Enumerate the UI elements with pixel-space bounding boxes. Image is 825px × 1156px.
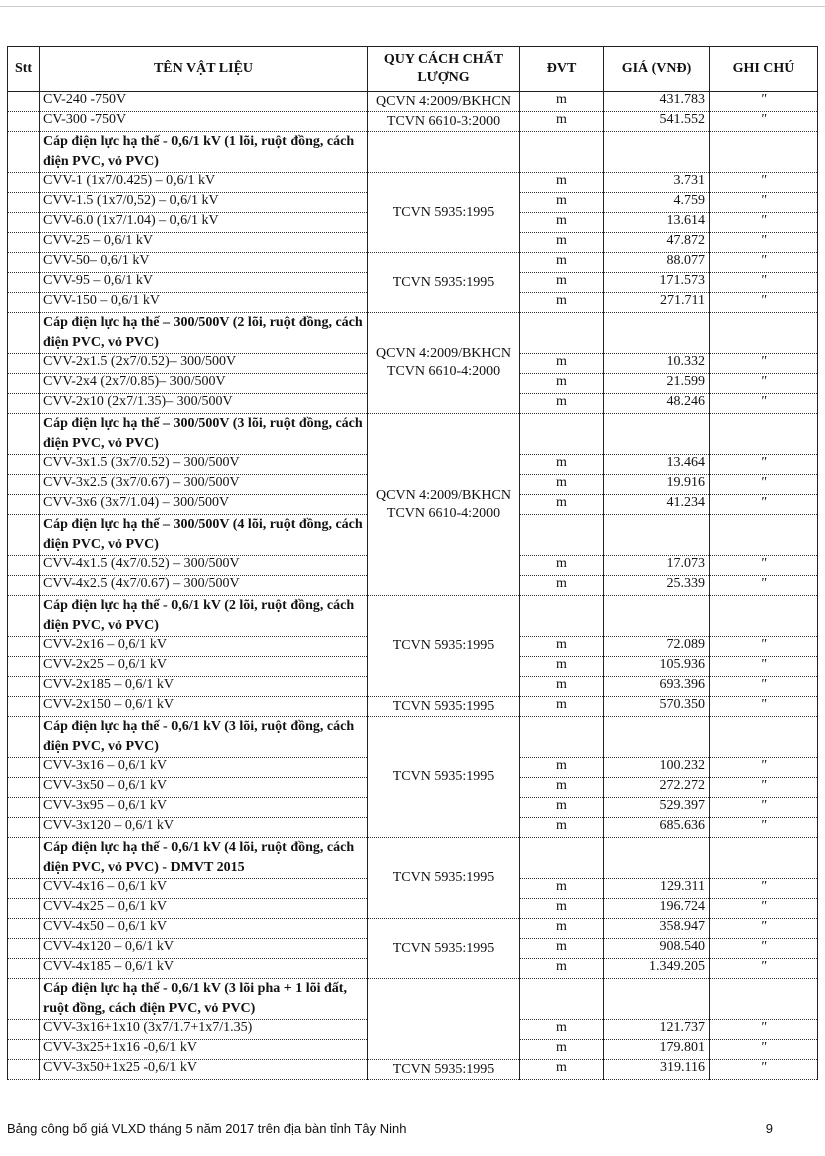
note-cell: ": [710, 637, 818, 657]
unit-cell: m: [520, 173, 604, 193]
price-cell: 17.073: [604, 556, 710, 576]
stt-cell: [8, 1060, 40, 1080]
spec-cell: QCVN 4:2009/BKHCN TCVN 6610-4:2000: [368, 313, 520, 414]
header-name: TÊN VẬT LIỆU: [40, 47, 368, 92]
note-cell: ": [710, 495, 818, 515]
material-name: CVV-2x1.5 (2x7/0.52)– 300/500V: [40, 354, 368, 374]
price-cell: 271.711: [604, 293, 710, 313]
table-row: [8, 173, 818, 193]
unit-cell: m: [520, 556, 604, 576]
unit-cell: [520, 838, 604, 879]
material-name: CVV-3x120 – 0,6/1 kV: [40, 818, 368, 838]
table-row: [8, 253, 818, 273]
stt-cell: [8, 354, 40, 374]
stt-cell: [8, 596, 40, 637]
unit-cell: [520, 313, 604, 354]
stt-cell: [8, 233, 40, 253]
note-cell: ": [710, 697, 818, 717]
spec-cell: TCVN 5935:1995: [368, 596, 520, 697]
stt-cell: [8, 515, 40, 556]
note-cell: ": [710, 193, 818, 213]
header-stt: Stt: [8, 47, 40, 92]
table-row: [8, 919, 818, 939]
stt-cell: [8, 717, 40, 758]
header-spec: QUY CÁCH CHẤT LƯỢNG: [368, 47, 520, 92]
table-row: [8, 112, 818, 132]
price-cell: 48.246: [604, 394, 710, 414]
material-name: CVV-3x1.5 (3x7/0.52) – 300/500V: [40, 455, 368, 475]
stt-cell: [8, 798, 40, 818]
material-name: CVV-1 (1x7/0.425) – 0,6/1 kV: [40, 173, 368, 193]
material-name: CVV-50– 0,6/1 kV: [40, 253, 368, 273]
material-name: Cáp điện lực hạ thế - 0,6/1 kV (3 lõi, ruột đồng, cách điện PVC, vỏ PVC): [40, 717, 368, 758]
note-cell: [710, 596, 818, 637]
page-number: 9: [765, 1121, 773, 1136]
note-cell: ": [710, 778, 818, 798]
unit-cell: m: [520, 758, 604, 778]
stt-cell: [8, 899, 40, 919]
unit-cell: m: [520, 899, 604, 919]
stt-cell: [8, 273, 40, 293]
spec-cell: TCVN 5935:1995: [368, 173, 520, 253]
note-cell: [710, 717, 818, 758]
stt-cell: [8, 576, 40, 596]
price-cell: 1.349.205: [604, 959, 710, 979]
stt-cell: [8, 879, 40, 899]
material-name: CVV-4x2.5 (4x7/0.67) – 300/500V: [40, 576, 368, 596]
price-cell: 129.311: [604, 879, 710, 899]
material-name: CVV-4x25 – 0,6/1 kV: [40, 899, 368, 919]
section-row: [8, 313, 818, 354]
note-cell: ": [710, 677, 818, 697]
unit-cell: m: [520, 697, 604, 717]
material-name: CVV-4x1.5 (4x7/0.52) – 300/500V: [40, 556, 368, 576]
stt-cell: [8, 475, 40, 495]
table-row: [8, 1060, 818, 1080]
note-cell: ": [710, 818, 818, 838]
note-cell: ": [710, 293, 818, 313]
unit-cell: m: [520, 475, 604, 495]
section-row: [8, 717, 818, 758]
material-name: CVV-2x10 (2x7/1.35)– 300/500V: [40, 394, 368, 414]
price-cell: 41.234: [604, 495, 710, 515]
material-name: CVV-4x16 – 0,6/1 kV: [40, 879, 368, 899]
stt-cell: [8, 112, 40, 132]
stt-cell: [8, 919, 40, 939]
stt-cell: [8, 495, 40, 515]
material-name: CVV-3x25+1x16 -0,6/1 kV: [40, 1040, 368, 1060]
stt-cell: [8, 556, 40, 576]
material-name: Cáp điện lực hạ thế – 300/500V (2 lõi, ruột đồng, cách điện PVC, vỏ PVC): [40, 313, 368, 354]
note-cell: [710, 414, 818, 455]
unit-cell: m: [520, 798, 604, 818]
note-cell: ": [710, 939, 818, 959]
price-cell: 693.396: [604, 677, 710, 697]
price-cell: 25.339: [604, 576, 710, 596]
material-name: CVV-2x16 – 0,6/1 kV: [40, 637, 368, 657]
unit-cell: m: [520, 939, 604, 959]
price-cell: [604, 132, 710, 173]
unit-cell: [520, 132, 604, 173]
header-price: GIÁ (VNĐ): [604, 47, 710, 92]
unit-cell: m: [520, 112, 604, 132]
unit-cell: m: [520, 1040, 604, 1060]
stt-cell: [8, 657, 40, 677]
spec-cell: TCVN 5935:1995: [368, 697, 520, 717]
material-name: CVV-6.0 (1x7/1.04) – 0,6/1 kV: [40, 213, 368, 233]
price-cell: 10.332: [604, 354, 710, 374]
price-cell: 105.936: [604, 657, 710, 677]
material-name: CVV-4x185 – 0,6/1 kV: [40, 959, 368, 979]
material-name: Cáp điện lực hạ thế - 0,6/1 kV (4 lõi, ruột đồng, cách điện PVC, vỏ PVC) - DMVT 2015: [40, 838, 368, 879]
spec-cell: TCVN 5935:1995: [368, 253, 520, 313]
unit-cell: m: [520, 273, 604, 293]
note-cell: [710, 515, 818, 556]
price-cell: 21.599: [604, 374, 710, 394]
stt-cell: [8, 939, 40, 959]
stt-cell: [8, 173, 40, 193]
price-cell: 179.801: [604, 1040, 710, 1060]
stt-cell: [8, 313, 40, 354]
table-header-row: [8, 47, 818, 92]
material-name: CVV-2x150 – 0,6/1 kV: [40, 697, 368, 717]
stt-cell: [8, 697, 40, 717]
price-cell: 908.540: [604, 939, 710, 959]
price-cell: 13.614: [604, 213, 710, 233]
price-cell: 72.089: [604, 637, 710, 657]
stt-cell: [8, 394, 40, 414]
note-cell: ": [710, 233, 818, 253]
stt-cell: [8, 959, 40, 979]
note-cell: [710, 979, 818, 1020]
price-cell: 541.552: [604, 112, 710, 132]
stt-cell: [8, 637, 40, 657]
note-cell: ": [710, 112, 818, 132]
spec-cell: TCVN 6610-3:2000: [368, 112, 520, 132]
unit-cell: [520, 596, 604, 637]
unit-cell: m: [520, 677, 604, 697]
unit-cell: m: [520, 92, 604, 112]
unit-cell: m: [520, 959, 604, 979]
price-cell: [604, 596, 710, 637]
material-name: Cáp điện lực hạ thế - 0,6/1 kV (3 lõi pha + 1 lõi đất, ruột đồng, cách điện PVC, vỏ PVC): [40, 979, 368, 1020]
price-cell: 100.232: [604, 758, 710, 778]
stt-cell: [8, 677, 40, 697]
header-note: GHI CHÚ: [710, 47, 818, 92]
price-cell: 358.947: [604, 919, 710, 939]
note-cell: ": [710, 758, 818, 778]
note-cell: [710, 313, 818, 354]
price-cell: 88.077: [604, 253, 710, 273]
price-cell: 4.759: [604, 193, 710, 213]
price-table: [7, 46, 818, 1080]
section-row: [8, 838, 818, 879]
spec-cell: [368, 979, 520, 1060]
price-cell: 3.731: [604, 173, 710, 193]
note-cell: [710, 132, 818, 173]
section-row: [8, 596, 818, 637]
note-cell: ": [710, 374, 818, 394]
unit-cell: m: [520, 354, 604, 374]
unit-cell: m: [520, 394, 604, 414]
price-cell: [604, 515, 710, 556]
table-row: [8, 92, 818, 112]
stt-cell: [8, 193, 40, 213]
price-cell: 685.636: [604, 818, 710, 838]
unit-cell: m: [520, 1060, 604, 1080]
note-cell: ": [710, 657, 818, 677]
stt-cell: [8, 414, 40, 455]
unit-cell: m: [520, 253, 604, 273]
stt-cell: [8, 1020, 40, 1040]
note-cell: ": [710, 798, 818, 818]
price-cell: 272.272: [604, 778, 710, 798]
stt-cell: [8, 1040, 40, 1060]
material-name: CV-300 -750V: [40, 112, 368, 132]
price-cell: [604, 313, 710, 354]
unit-cell: m: [520, 455, 604, 475]
note-cell: ": [710, 475, 818, 495]
material-name: CVV-3x50 – 0,6/1 kV: [40, 778, 368, 798]
stt-cell: [8, 253, 40, 273]
price-cell: 570.350: [604, 697, 710, 717]
unit-cell: m: [520, 193, 604, 213]
unit-cell: m: [520, 495, 604, 515]
note-cell: ": [710, 919, 818, 939]
spec-cell: TCVN 5935:1995: [368, 919, 520, 979]
note-cell: ": [710, 213, 818, 233]
stt-cell: [8, 818, 40, 838]
note-cell: ": [710, 1060, 818, 1080]
price-cell: [604, 979, 710, 1020]
scan-edge: [0, 6, 825, 7]
price-cell: [604, 414, 710, 455]
unit-cell: [520, 515, 604, 556]
note-cell: ": [710, 1020, 818, 1040]
stt-cell: [8, 979, 40, 1020]
unit-cell: m: [520, 879, 604, 899]
unit-cell: m: [520, 213, 604, 233]
section-row: [8, 414, 818, 455]
material-name: Cáp điện lực hạ thế – 300/500V (3 lõi, ruột đồng, cách điện PVC, vỏ PVC): [40, 414, 368, 455]
price-cell: [604, 838, 710, 879]
unit-cell: m: [520, 818, 604, 838]
unit-cell: m: [520, 1020, 604, 1040]
stt-cell: [8, 374, 40, 394]
table-body: [8, 92, 818, 1080]
note-cell: ": [710, 1040, 818, 1060]
note-cell: ": [710, 879, 818, 899]
material-name: Cáp điện lực hạ thế - 0,6/1 kV (1 lõi, ruột đồng, cách điện PVC, vỏ PVC): [40, 132, 368, 173]
price-cell: 431.783: [604, 92, 710, 112]
material-name: CVV-4x120 – 0,6/1 kV: [40, 939, 368, 959]
unit-cell: [520, 414, 604, 455]
unit-cell: m: [520, 919, 604, 939]
material-name: CVV-4x50 – 0,6/1 kV: [40, 919, 368, 939]
note-cell: ": [710, 899, 818, 919]
material-name: Cáp điện lực hạ thế – 300/500V (4 lõi, ruột đồng, cách điện PVC, vỏ PVC): [40, 515, 368, 556]
spec-cell: TCVN 5935:1995: [368, 717, 520, 838]
material-name: CVV-150 – 0,6/1 kV: [40, 293, 368, 313]
spec-cell: QCVN 4:2009/BKHCN TCVN 6610-4:2000: [368, 414, 520, 596]
material-name: CVV-3x2.5 (3x7/0.67) – 300/500V: [40, 475, 368, 495]
price-cell: 196.724: [604, 899, 710, 919]
price-cell: 171.573: [604, 273, 710, 293]
unit-cell: [520, 979, 604, 1020]
table-row: [8, 697, 818, 717]
unit-cell: m: [520, 576, 604, 596]
stt-cell: [8, 758, 40, 778]
material-name: CVV-3x95 – 0,6/1 kV: [40, 798, 368, 818]
material-name: CVV-2x25 – 0,6/1 kV: [40, 657, 368, 677]
stt-cell: [8, 838, 40, 879]
price-cell: 47.872: [604, 233, 710, 253]
spec-cell: [368, 132, 520, 173]
stt-cell: [8, 778, 40, 798]
note-cell: ": [710, 173, 818, 193]
note-cell: ": [710, 354, 818, 374]
stt-cell: [8, 293, 40, 313]
stt-cell: [8, 455, 40, 475]
section-row: [8, 132, 818, 173]
stt-cell: [8, 132, 40, 173]
material-name: CVV-95 – 0,6/1 kV: [40, 273, 368, 293]
section-row: [8, 979, 818, 1020]
material-name: CVV-25 – 0,6/1 kV: [40, 233, 368, 253]
material-name: CV-240 -750V: [40, 92, 368, 112]
material-name: Cáp điện lực hạ thế - 0,6/1 kV (2 lõi, ruột đồng, cách điện PVC, vỏ PVC): [40, 596, 368, 637]
material-name: CVV-3x50+1x25 -0,6/1 kV: [40, 1060, 368, 1080]
unit-cell: m: [520, 374, 604, 394]
price-cell: [604, 717, 710, 758]
unit-cell: m: [520, 778, 604, 798]
note-cell: ": [710, 273, 818, 293]
unit-cell: m: [520, 233, 604, 253]
material-name: CVV-1.5 (1x7/0,52) – 0,6/1 kV: [40, 193, 368, 213]
material-name: CVV-3x6 (3x7/1.04) – 300/500V: [40, 495, 368, 515]
material-name: CVV-2x4 (2x7/0.85)– 300/500V: [40, 374, 368, 394]
note-cell: ": [710, 455, 818, 475]
spec-cell: TCVN 5935:1995: [368, 838, 520, 919]
note-cell: ": [710, 394, 818, 414]
unit-cell: m: [520, 293, 604, 313]
material-name: CVV-3x16+1x10 (3x7/1.7+1x7/1.35): [40, 1020, 368, 1040]
price-cell: 13.464: [604, 455, 710, 475]
spec-cell: TCVN 5935:1995: [368, 1060, 520, 1080]
unit-cell: m: [520, 637, 604, 657]
note-cell: ": [710, 556, 818, 576]
price-cell: 319.116: [604, 1060, 710, 1080]
price-cell: 19.916: [604, 475, 710, 495]
note-cell: ": [710, 253, 818, 273]
header-unit: ĐVT: [520, 47, 604, 92]
stt-cell: [8, 213, 40, 233]
note-cell: ": [710, 959, 818, 979]
price-cell: 121.737: [604, 1020, 710, 1040]
material-name: CVV-3x16 – 0,6/1 kV: [40, 758, 368, 778]
unit-cell: [520, 717, 604, 758]
spec-cell: QCVN 4:2009/BKHCN: [368, 92, 520, 112]
material-name: CVV-2x185 – 0,6/1 kV: [40, 677, 368, 697]
note-cell: ": [710, 92, 818, 112]
unit-cell: m: [520, 657, 604, 677]
note-cell: ": [710, 576, 818, 596]
price-cell: 529.397: [604, 798, 710, 818]
note-cell: [710, 838, 818, 879]
footer-text: Bảng công bố giá VLXD tháng 5 năm 2017 trên địa bàn tỉnh Tây Ninh: [7, 1121, 407, 1136]
stt-cell: [8, 92, 40, 112]
